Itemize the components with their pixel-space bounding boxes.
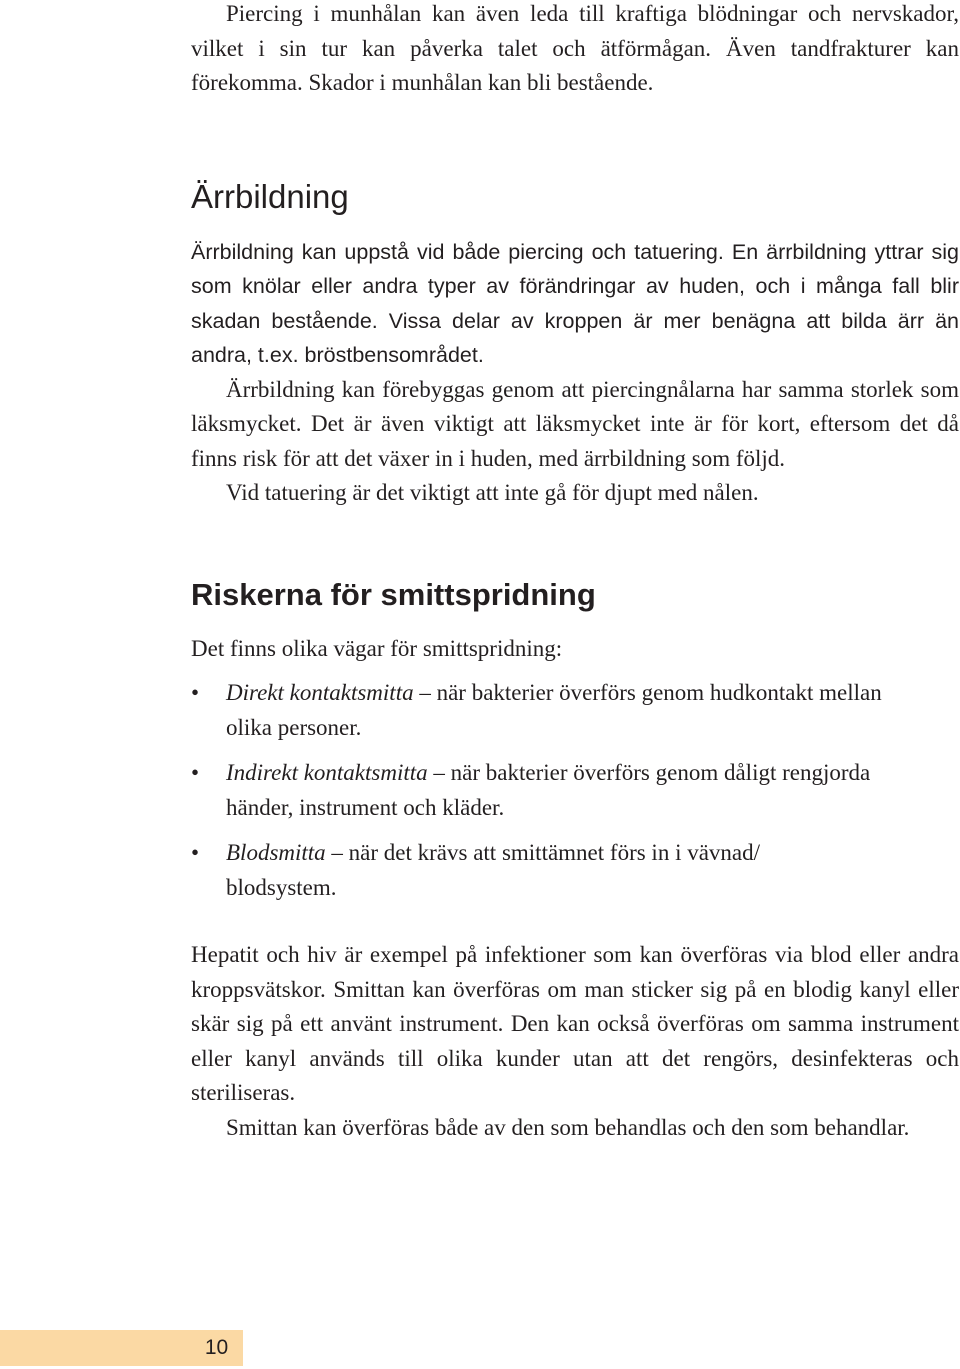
infection-paragraph-2: Smittan kan överföras både av den som behandlas och den som behandlar.	[226, 1114, 910, 1140]
infection-routes-list	[191, 676, 959, 905]
list-item-term: Indirekt kontaktsmitta	[226, 760, 428, 785]
page-number: 10	[204, 1336, 229, 1359]
list-item	[191, 756, 926, 825]
infection-intro: Det finns olika vägar för smittspridning:	[191, 635, 563, 661]
bullet-icon: •	[191, 760, 200, 785]
infection-paragraph-1: Hepatit och hiv är exempel på infektioner som kan överföras via blod eller andra kroppsvätskor. Smittan kan överföras om man sticker sig på en blodig kanyl eller skär sig på ett använt instrument. Den kan också överföras om samma instrument eller kanyl används till olika kunder utan att det rengörs, desinfekteras och steriliseras.	[191, 942, 959, 1105]
list-item-term: Direkt kontaktsmitta	[226, 680, 414, 705]
scarring-paragraph-2: Ärrbildning kan förebyggas genom att piercingnålarna har samma storlek som läksmycket. Det är även viktigt att läksmycket inte är för kort, eftersom det då finns risk för att det växer in i huden, med ärrbildning som följd.	[191, 376, 959, 471]
intro-paragraph: Piercing i munhålan kan även leda till kraftiga blödningar och nervskador, vilket i sin tur kan påverka talet och ätförmågan. Även tandfrakturer kan förekomma. Skador i munhålan kan bli bestående.	[191, 1, 959, 95]
page-content	[191, 0, 959, 1145]
heading-infection: Riskerna för smittspridning	[191, 576, 596, 612]
list-item-text: – när det krävs att smittämnet förs in i vävnad/ blodsystem.	[226, 840, 761, 900]
bullet-icon: •	[191, 680, 200, 705]
list-item-text: – när bakterier överförs genom dåligt rengjorda händer, instrument och kläder.	[226, 760, 871, 820]
scarring-paragraph-3: Vid tatuering är det viktigt att inte gå för djupt med nålen.	[226, 480, 759, 505]
scarring-paragraph-1: Ärrbildning kan uppstå vid både piercing och tatuering. En ärrbildning yttrar sig som knölar eller andra typer av förändringar av huden, och i många fall blir skadan bestående. Vissa delar av kroppen är mer benägna att bilda ärr än andra, t.ex. bröstbensområdet.	[191, 239, 959, 367]
list-item	[191, 836, 866, 905]
list-item	[191, 676, 926, 745]
list-item-text: – när bakterier överförs genom hudkontakt mellan olika personer.	[226, 680, 882, 740]
list-item-term: Blodsmitta	[226, 840, 326, 865]
heading-scarring: Ärrbildning	[191, 177, 349, 215]
bullet-icon: •	[191, 840, 200, 865]
